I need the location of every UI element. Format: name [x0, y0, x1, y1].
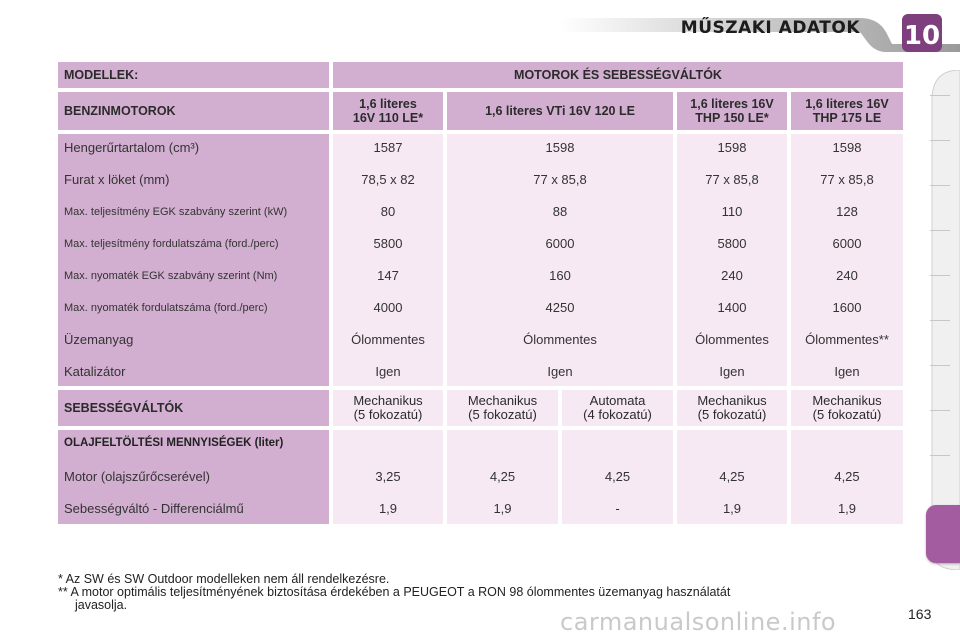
column-header-line: 1,6 literes 16V: [805, 97, 889, 111]
oil-value: 4,25: [604, 469, 631, 484]
column-header: [333, 92, 443, 130]
oil-value: 4,25: [719, 469, 745, 484]
spec-value: 1598: [832, 140, 862, 155]
spec-label: Üzemanyag: [64, 332, 134, 347]
footnote: javasolja.: [75, 598, 128, 612]
tab-divider: [930, 410, 950, 411]
tab-divider: [930, 140, 950, 141]
spec-value: Igen: [375, 364, 401, 379]
oil-label: Sebességváltó - Differenciálmű: [64, 501, 244, 516]
gearbox-type: Automata: [589, 393, 646, 408]
oil-value: 1,9: [378, 501, 398, 516]
oil-value: 4,25: [834, 469, 860, 484]
gearbox-gears: (4 fokozatú): [583, 407, 652, 422]
spec-value: 147: [377, 268, 399, 283]
spec-value: 77 x 85,8: [533, 172, 587, 187]
spec-value: 78,5 x 82: [361, 172, 415, 187]
spec-value: 160: [549, 268, 571, 283]
column-header-line: THP 150 LE*: [695, 111, 769, 125]
column-header-line: 1,6 literes: [359, 97, 417, 111]
oil-value: 1,9: [493, 501, 512, 516]
spec-value: Ólommentes: [523, 332, 597, 347]
spec-label: Max. nyomaték EGK szabvány szerint (Nm): [64, 270, 278, 282]
column-header-line: 16V 110 LE*: [352, 111, 424, 125]
gearbox-gears: (5 fokozatú): [353, 407, 423, 422]
spec-value: 128: [836, 204, 858, 219]
spec-value: 6000: [832, 236, 862, 251]
spec-value: 240: [836, 268, 858, 283]
oil-label: Motor (olajszűrőcserével): [64, 469, 210, 484]
spec-value: 6000: [545, 236, 575, 251]
tab-divider: [930, 185, 950, 186]
spec-value: 80: [380, 204, 396, 219]
gearbox-gears: (5 fokozatú): [468, 407, 537, 422]
spec-value: 4000: [373, 300, 403, 315]
spec-value: Ólommentes**: [805, 332, 889, 347]
spec-value: 1400: [717, 300, 747, 315]
column-header: [447, 92, 673, 130]
oil-value: 3,25: [375, 469, 401, 484]
spec-label: Furat x löket (mm): [64, 172, 170, 187]
gearbox-gears: (5 fokozatú): [812, 407, 882, 422]
gearbox-type: Mechanikus: [812, 393, 882, 408]
gearbox-type: Mechanikus: [353, 393, 423, 408]
tab-divider: [930, 320, 950, 321]
spec-value: 1587: [373, 140, 403, 155]
spec-value: 1598: [545, 140, 575, 155]
column-header: [677, 92, 787, 130]
spec-label: Max. teljesítmény EGK szabvány szerint (kW): [64, 206, 288, 218]
spec-value: 5800: [373, 236, 403, 251]
spec-value: 1600: [832, 300, 862, 315]
tab-divider: [930, 95, 950, 96]
oil-value: -: [615, 501, 620, 516]
gearbox-cell: [791, 390, 903, 426]
column-header-line: 1,6 literes VTi 16V 120 LE: [485, 104, 635, 118]
spec-value: Ólommentes: [351, 332, 425, 347]
spec-value: 88: [552, 204, 568, 219]
section-title: MŰSZAKI ADATOK: [680, 18, 860, 38]
footnote: * Az SW és SW Outdoor modelleken nem áll rendelkezésre.: [58, 572, 390, 586]
petrol-engines-header: BENZINMOTOROK: [58, 92, 329, 130]
gearbox-type: Mechanikus: [467, 393, 538, 408]
tab-divider: [930, 455, 950, 456]
spec-label: Max. nyomaték fordulatszáma (ford./perc): [64, 302, 268, 314]
spec-value: Igen: [719, 364, 745, 379]
gearbox-header: SEBESSÉGVÁLTÓK: [58, 390, 329, 426]
tab-divider: [930, 365, 950, 366]
gearbox-type: Mechanikus: [697, 393, 767, 408]
oil-value: 1,9: [722, 501, 742, 516]
column-header-line: 1,6 literes 16V: [690, 97, 774, 111]
active-chapter-tab[interactable]: [926, 505, 960, 563]
watermark: carmanualsonline.info: [560, 608, 837, 636]
footnote: ** A motor optimális teljesítményének biztosítása érdekében a PEUGEOT a RON 98 ólommentes üzemanyag használatát: [58, 585, 731, 599]
oil-value: 1,9: [837, 501, 857, 516]
gearbox-gears: (5 fokozatú): [697, 407, 767, 422]
column-header: [791, 92, 903, 130]
oil-value: 4,25: [489, 469, 516, 484]
gearbox-cell: [562, 390, 673, 426]
tab-divider: [930, 230, 950, 231]
spec-value: Igen: [547, 364, 573, 379]
spec-label: Max. teljesítmény fordulatszáma (ford./perc): [64, 238, 279, 250]
chapter-number: 10: [903, 21, 941, 51]
spec-value: 240: [721, 268, 743, 283]
spec-label: Katalizátor: [64, 364, 126, 379]
engines-gearbox-header: MOTOROK ÉS SEBESSÉGVÁLTÓK: [333, 62, 903, 88]
spec-value: 110: [721, 204, 743, 219]
spec-value: 4250: [545, 300, 575, 315]
spec-value: 5800: [717, 236, 747, 251]
spec-value: Ólommentes: [695, 332, 769, 347]
spec-value: Igen: [834, 364, 860, 379]
page-number: 163: [908, 606, 932, 622]
spec-value: 1598: [717, 140, 747, 155]
tab-divider: [930, 275, 950, 276]
gearbox-cell: [447, 390, 558, 426]
column-header-line: THP 175 LE: [812, 111, 882, 125]
chapter-number-badge: [900, 10, 944, 54]
spec-value: 77 x 85,8: [705, 172, 759, 187]
gearbox-cell: [333, 390, 443, 426]
spec-value: 77 x 85,8: [820, 172, 874, 187]
gearbox-cell: [677, 390, 787, 426]
models-header: MODELLEK:: [58, 62, 329, 88]
spec-label: Hengerűrtartalom (cm³): [64, 140, 200, 155]
oil-capacity-header: OLAJFELTÖLTÉSI MENNYISÉGEK (liter): [64, 437, 284, 449]
